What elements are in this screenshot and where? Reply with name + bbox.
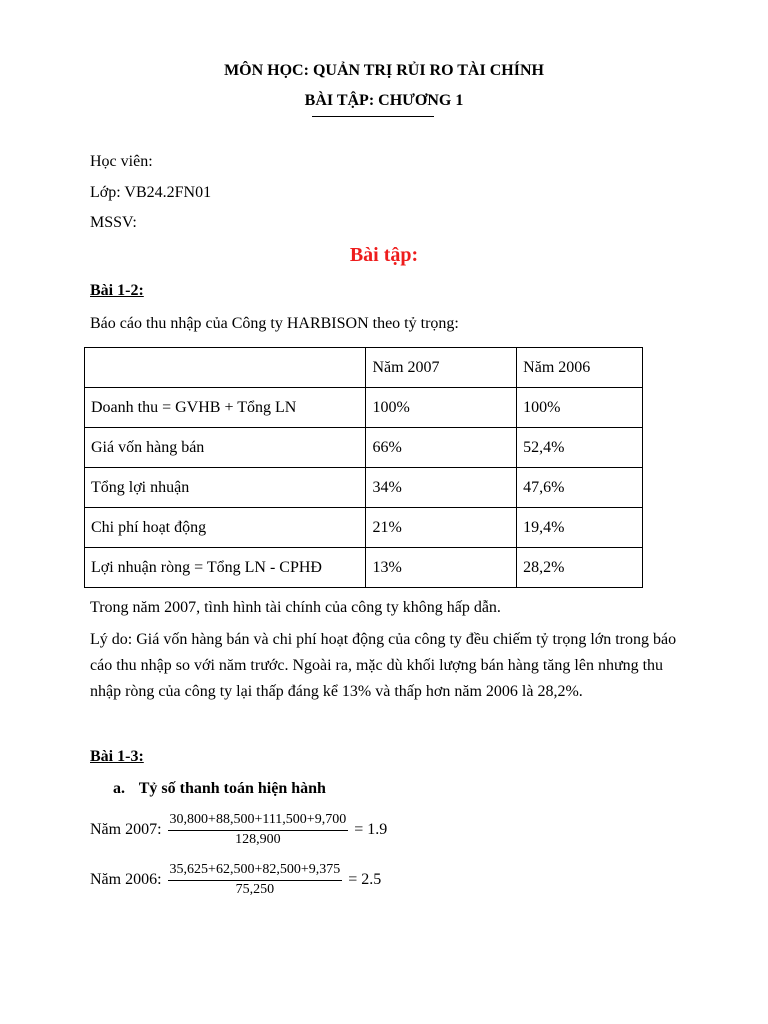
assignment-title: BÀI TẬP: CHƯƠNG 1 — [304, 92, 464, 109]
student-name-label: Học viên: — [90, 153, 153, 170]
subsection-a-heading — [113, 780, 326, 798]
fraction — [168, 862, 343, 898]
table-cell: Doanh thu = GVHB + Tổng LN — [85, 388, 366, 428]
student-class-label: Lớp: VB24.2FN01 — [90, 184, 212, 201]
subsection-a-label: a. — [113, 780, 125, 797]
formula-result: = 1.9 — [354, 821, 388, 838]
table-row — [85, 468, 643, 508]
exercise-1-2-intro: Báo cáo thu nhập của Công ty HARBISON theo tỷ trọng: — [90, 315, 459, 332]
table-cell: Lợi nhuận ròng = Tổng LN - CPHĐ — [85, 548, 366, 588]
formula-label: Năm 2007: — [90, 821, 162, 838]
student-id-label: MSSV: — [90, 214, 137, 231]
exercise-1-2-heading: Bài 1-2: — [90, 282, 144, 299]
table-cell: Chi phí hoạt động — [85, 508, 366, 548]
formula-label: Năm 2006: — [90, 871, 162, 888]
table-cell: 21% — [366, 508, 517, 548]
formula-result: = 2.5 — [348, 871, 382, 888]
table-row — [85, 388, 643, 428]
table-cell: 19,4% — [517, 508, 643, 548]
fraction-numerator: 30,800+88,500+111,500+9,700 — [168, 812, 349, 831]
section-title: Bài tập: — [349, 244, 419, 266]
exercise-1-2-reason: Lý do: Giá vốn hàng bán và chi phí hoạt động của công ty đều chiếm tỷ trọng lớn trong báo cáo thu nhập so với năm trước. Ngoài ra, mặc dù khối lượng bán hàng tăng lên nhưng thu nhập ròng của công ty lại thấp đáng kể 13% và thấp hơn năm 2006 là 28,2%. — [90, 631, 677, 700]
fraction-denominator: 128,900 — [235, 832, 281, 847]
fraction — [168, 812, 349, 848]
course-title: MÔN HỌC: QUẢN TRỊ RỦI RO TÀI CHÍNH — [224, 62, 544, 79]
exercise-1-3-heading: Bài 1-3: — [90, 748, 144, 765]
table-cell: 100% — [366, 388, 517, 428]
table-cell: 28,2% — [517, 548, 643, 588]
formula-2006 — [90, 862, 381, 898]
table-row — [85, 428, 643, 468]
table-cell: 52,4% — [517, 428, 643, 468]
subsection-a-title: Tỷ số thanh toán hiện hành — [138, 780, 326, 797]
table-header-cell: Năm 2006 — [517, 348, 643, 388]
table-row — [85, 548, 643, 588]
exercise-1-2-conclusion: Trong năm 2007, tình hình tài chính của công ty không hấp dẫn. — [90, 599, 501, 616]
fraction-numerator: 35,625+62,500+82,500+9,375 — [168, 862, 343, 881]
table-cell: 47,6% — [517, 468, 643, 508]
table-row — [85, 508, 643, 548]
formula-2007 — [90, 812, 387, 848]
title-underline — [312, 116, 434, 117]
table-cell: 66% — [366, 428, 517, 468]
table-cell: Giá vốn hàng bán — [85, 428, 366, 468]
table-cell: 100% — [517, 388, 643, 428]
table-cell: 13% — [366, 548, 517, 588]
table-cell: Tổng lợi nhuận — [85, 468, 366, 508]
table-header-cell — [85, 348, 366, 388]
table-header-row — [85, 348, 643, 388]
table-header-cell: Năm 2007 — [366, 348, 517, 388]
fraction-denominator: 75,250 — [235, 882, 275, 897]
table-cell: 34% — [366, 468, 517, 508]
income-statement-table — [84, 347, 643, 588]
